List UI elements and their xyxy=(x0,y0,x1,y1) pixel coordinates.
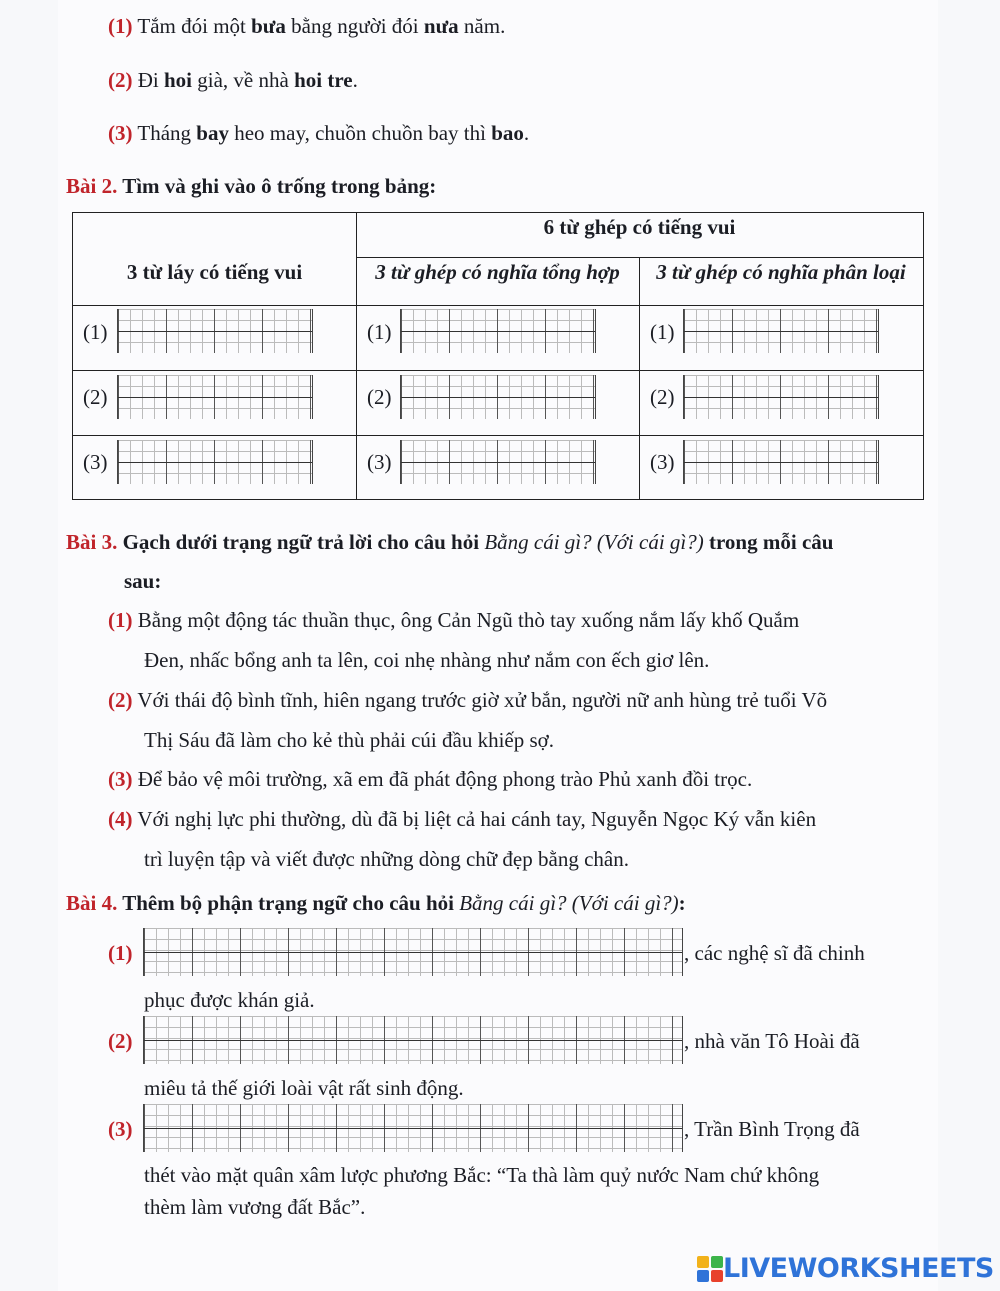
answer-grid-ex4-3[interactable] xyxy=(143,1104,683,1152)
ex4-item-1-after: , các nghệ sĩ đã chinh xyxy=(684,941,865,965)
ex3-item-4: (4) Với nghị lực phi thường, dù đã bị liệt cả hai cánh tay, Nguyễn Ngọc Ký vẫn kiên xyxy=(108,807,817,831)
answer-grid-tu-lay-3[interactable] xyxy=(117,440,313,484)
answer-grid-phan-loai-1[interactable] xyxy=(683,309,879,353)
ex4-item-3-cont: thét vào mặt quân xâm lược phương Bắc: “Ta thà làm quỷ nước Nam chứ không xyxy=(144,1163,820,1187)
col-header-phan-loai: 3 từ ghép có nghĩa phân loại xyxy=(656,260,906,284)
ex3-item-1: (1) Bằng một động tác thuần thục, ông Cản Ngũ thò tay xuống nắm lấy khố Quắm xyxy=(108,608,800,632)
row-number: (3) xyxy=(367,450,392,474)
ex4-item-2-cont: miêu tả thế giới loài vật rất sinh động. xyxy=(144,1076,464,1100)
row-number: (2) xyxy=(83,385,108,409)
ex4-item-1-cont: phục được khán giả. xyxy=(144,988,315,1012)
ex1-item-2: (2) Đi hoi già, về nhà hoi tre. xyxy=(108,68,358,92)
row-number: (2) xyxy=(650,385,675,409)
row-number: (2) xyxy=(367,385,392,409)
row-number: (1) xyxy=(83,320,108,344)
liveworksheets-logo[interactable] xyxy=(697,1253,994,1287)
answer-grid-ex4-2[interactable] xyxy=(143,1016,683,1064)
ex4-item-2-num: (2) xyxy=(108,1029,133,1053)
ex4-item-3-after: , Trần Bình Trọng đã xyxy=(684,1117,860,1141)
answer-grid-tu-lay-1[interactable] xyxy=(117,309,313,353)
row-number: (1) xyxy=(367,320,392,344)
ex3-heading-cont: sau: xyxy=(124,569,162,593)
answer-grid-tong-hop-3[interactable] xyxy=(400,440,596,484)
row-number: (3) xyxy=(650,450,675,474)
answer-grid-tu-lay-2[interactable] xyxy=(117,375,313,419)
row-number: (3) xyxy=(83,450,108,474)
ex4-item-1-num: (1) xyxy=(108,941,133,965)
row-number: (1) xyxy=(650,320,675,344)
group-header-tu-ghep: 6 từ ghép có tiếng vui xyxy=(543,215,736,239)
answer-grid-phan-loai-3[interactable] xyxy=(683,440,879,484)
ex3-item-4-cont: trì luyện tập và viết được những dòng chữ đẹp bằng chân. xyxy=(144,847,629,871)
ex2-heading: Bài 2. Tìm và ghi vào ô trống trong bảng: xyxy=(66,174,437,198)
ex4-heading: Bài 4. Thêm bộ phận trạng ngữ cho câu hỏi Bằng cái gì? (Với cái gì?): xyxy=(66,891,686,915)
answer-grid-tong-hop-2[interactable] xyxy=(400,375,596,419)
ex1-item-1: (1) Tắm đói một bưa bằng người đói nưa năm. xyxy=(108,14,506,38)
ex4-item-3-num: (3) xyxy=(108,1117,133,1141)
ex4-item-3-cont2: thèm làm vương đất Bắc”. xyxy=(144,1195,366,1219)
ex3-heading: Bài 3. Gạch dưới trạng ngữ trả lời cho câu hỏi Bằng cái gì? (Với cái gì?) trong mỗi câu xyxy=(66,530,834,554)
answer-grid-phan-loai-2[interactable] xyxy=(683,375,879,419)
ex3-item-1-cont: Đen, nhấc bổng anh ta lên, coi nhẹ nhàng như nắm con ếch giơ lên. xyxy=(144,648,710,672)
ex1-item-3: (3) Tháng bay heo may, chuồn chuồn bay thì bao. xyxy=(108,121,530,145)
ex3-item-2: (2) Với thái độ bình tĩnh, hiên ngang trước giờ xử bắn, người nữ anh hùng trẻ tuổi Võ xyxy=(108,688,828,712)
logo-squares-icon xyxy=(697,1256,723,1282)
answer-grid-tong-hop-1[interactable] xyxy=(400,309,596,353)
ex4-item-2-after: , nhà văn Tô Hoài đã xyxy=(684,1029,860,1053)
ex3-item-3: (3) Để bảo vệ môi trường, xã em đã phát động phong trào Phủ xanh đồi trọc. xyxy=(108,767,753,791)
col-header-tong-hop: 3 từ ghép có nghĩa tổng hợp xyxy=(375,260,620,284)
logo-text: LIVEWORKSHEETS xyxy=(723,1253,994,1284)
ex2-table xyxy=(72,212,924,500)
ex3-item-2-cont: Thị Sáu đã làm cho kẻ thù phải cúi đầu khiếp sợ. xyxy=(144,728,555,752)
col-header-tu-lay: 3 từ láy có tiếng vui xyxy=(126,260,303,284)
answer-grid-ex4-1[interactable] xyxy=(143,928,683,976)
